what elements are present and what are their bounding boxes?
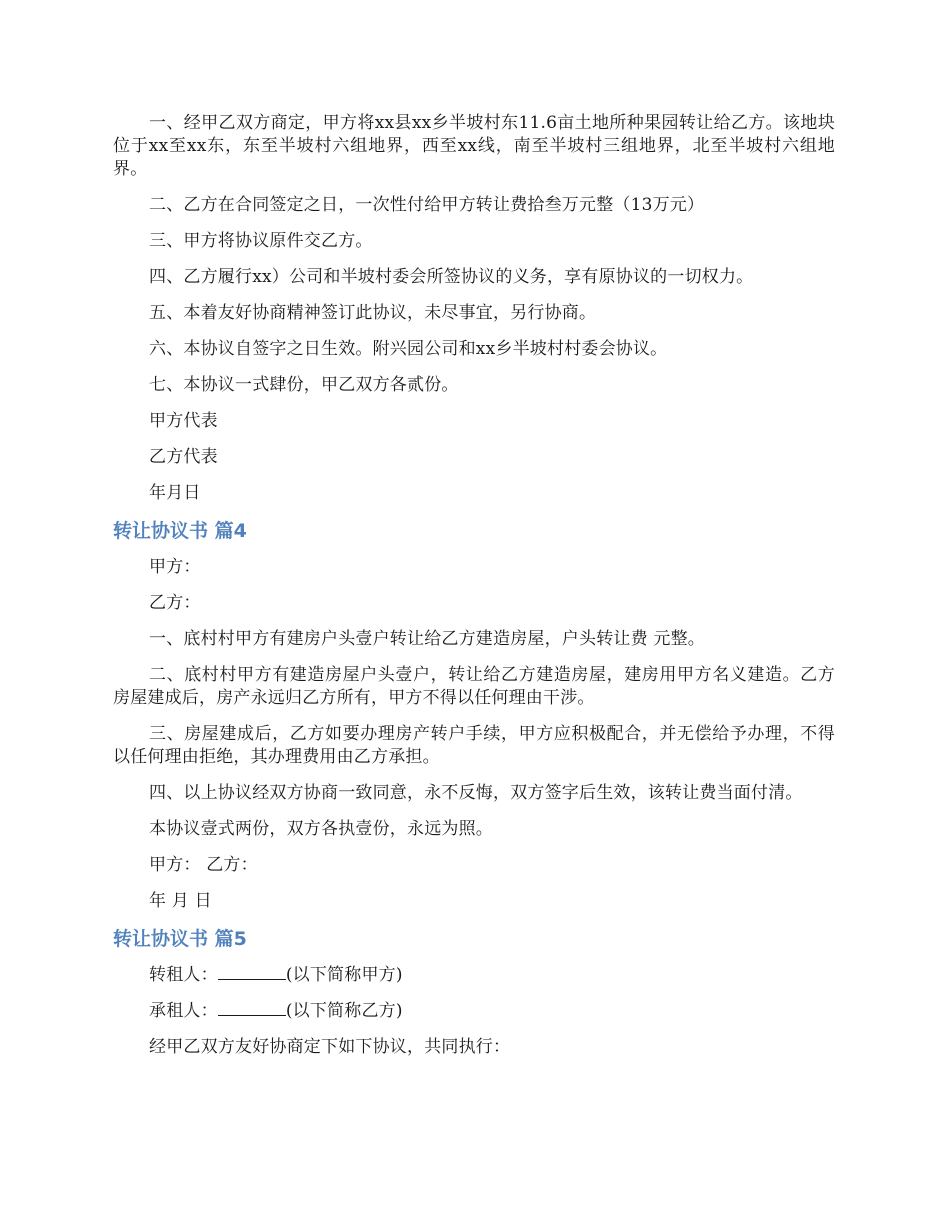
- copies-clause: 本协议壹式两份，双方各执壹份，永远为照。: [149, 819, 493, 839]
- sublessee-label: 承租人：: [149, 1001, 218, 1021]
- clause-4: 四、乙方履行xx）公司和半坡村委会所签协议的义务，享有原协议的一切权力。: [149, 267, 754, 287]
- sublessor-note: (以下简称甲方): [285, 965, 403, 985]
- section-heading-4: 转让协议书 篇4: [113, 520, 247, 542]
- clause-4: 四、以上协议经双方协商一致同意，永不反悔，双方签字后生效，该转让费当面付清。: [149, 783, 803, 803]
- clause-1: 一、经甲乙双方商定，甲方将xx县xx乡半坡村东11.6亩土地所种果园转让给乙方。该地块位于xx至xx东，东至半坡村六组地界，西至xx线，南至半坡村三组地界，北至半坡村六组地界。: [113, 113, 835, 179]
- agreement-intro: 经甲乙双方友好协商定下如下协议，共同执行：: [149, 1037, 511, 1057]
- clause-7: 七、本协议一式肆份，甲乙双方各贰份。: [149, 375, 459, 395]
- sublessor-blank: [218, 964, 286, 980]
- section-heading-5: 转让协议书 篇5: [113, 928, 247, 950]
- party-a-representative: 甲方代表: [149, 411, 218, 431]
- document-page: [113, 112, 835, 1072]
- sublessee-blank: [218, 1000, 286, 1016]
- sublessor-label: 转租人：: [149, 965, 218, 985]
- clause-6: 六、本协议自签字之日生效。附兴园公司和xx乡半坡村村委会协议。: [149, 339, 668, 359]
- party-b-line: 乙方：: [149, 593, 201, 613]
- clause-3: 三、房屋建成后，乙方如要办理房产转户手续，甲方应积极配合，并无偿给予办理，不得以任何理由拒绝，其办理费用由乙方承担。: [113, 724, 835, 767]
- clause-3: 三、甲方将协议原件交乙方。: [149, 231, 373, 251]
- clause-5: 五、本着友好协商精神签订此协议，未尽事宜，另行协商。: [149, 303, 597, 323]
- clause-1: 一、底村村甲方有建房户头壹户转让给乙方建造房屋，户头转让费 元整。: [149, 629, 706, 649]
- sublessor-line: [113, 964, 835, 987]
- signature-date: 年 月 日: [149, 891, 212, 911]
- clause-2: 二、乙方在合同签定之日，一次性付给甲方转让费拾叁万元整（13万元）: [149, 195, 705, 215]
- clause-2: 二、底村村甲方有建造房屋户头壹户，转让给乙方建造房屋，建房用甲方名义建造。乙方房屋建成后，房产永远归乙方所有，甲方不得以任何理由干涉。: [113, 665, 835, 708]
- signature-date: 年月日: [149, 483, 201, 503]
- signature-line: 甲方： 乙方：: [149, 855, 258, 875]
- sublessee-note: (以下简称乙方): [285, 1001, 403, 1021]
- party-a-line: 甲方：: [149, 557, 201, 577]
- party-b-representative: 乙方代表: [149, 447, 218, 467]
- sublessee-line: [113, 1000, 835, 1023]
